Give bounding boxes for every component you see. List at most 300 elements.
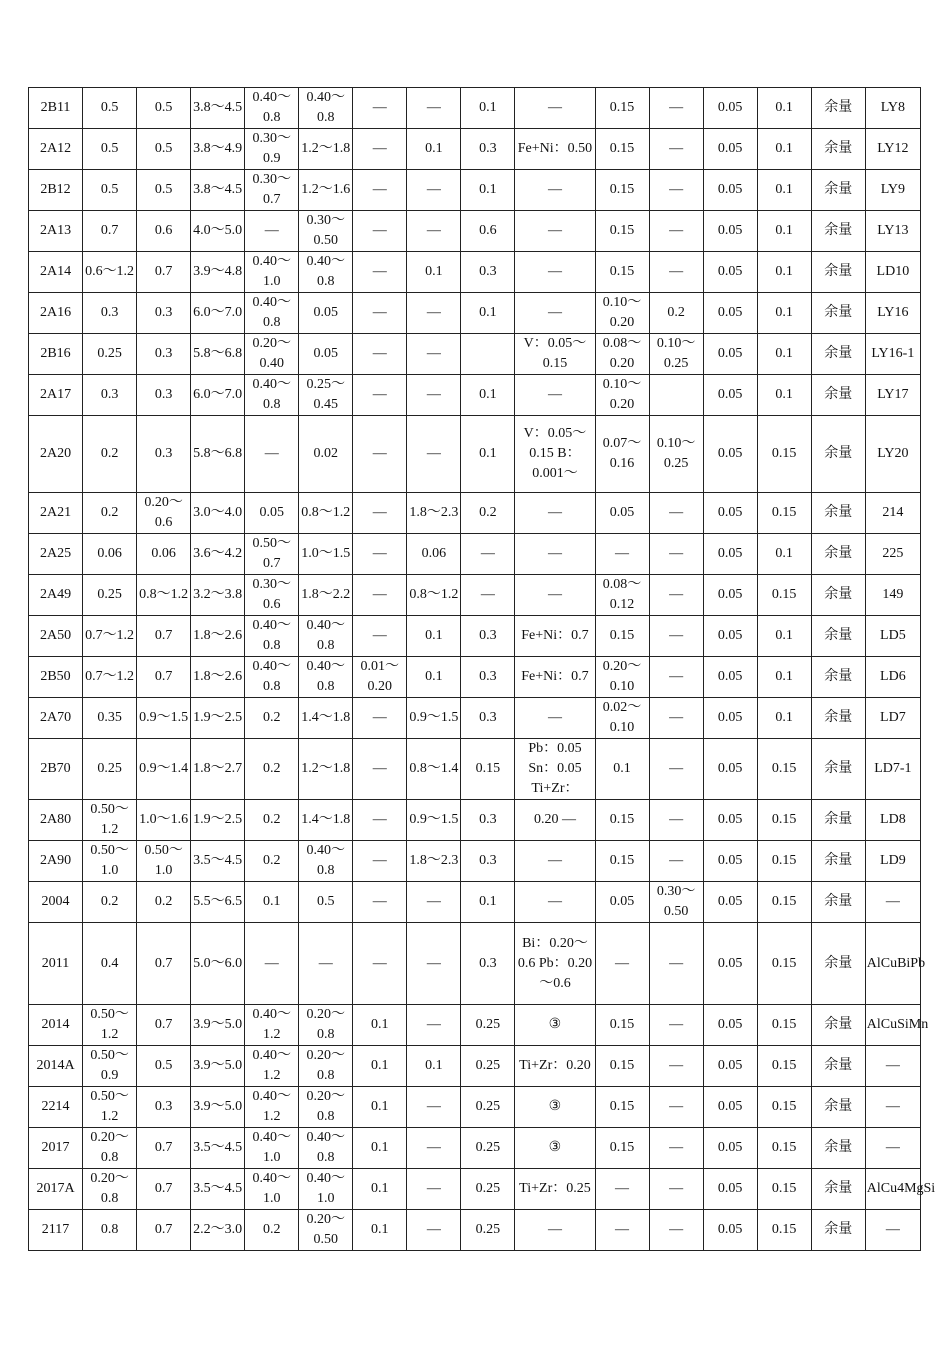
table-cell xyxy=(811,657,865,698)
cell-text: Fe+Ni：0.7 xyxy=(521,628,589,643)
cell-text: 0.15 xyxy=(609,182,635,197)
table-cell xyxy=(137,1169,191,1210)
table-cell xyxy=(461,129,515,170)
table-cell xyxy=(407,252,461,293)
table-cell xyxy=(83,1128,137,1169)
cell-text: 0.15 xyxy=(609,100,635,115)
composition-table xyxy=(28,87,936,1251)
cell-text: 0.3 xyxy=(479,264,497,279)
table-cell xyxy=(407,1087,461,1128)
table-cell xyxy=(353,1210,407,1251)
cell-text: — xyxy=(669,853,684,868)
cell-text: 0.6 xyxy=(479,223,497,238)
table-cell xyxy=(595,1087,649,1128)
table-cell xyxy=(649,575,703,616)
cell-text: 0.8～1.2 xyxy=(409,587,459,602)
table-cell xyxy=(83,841,137,882)
table-cell xyxy=(515,211,595,252)
table-cell xyxy=(137,1210,191,1251)
cell-text: — xyxy=(426,223,441,238)
cell-text: 余量 xyxy=(824,223,853,238)
cell-text: 3.8～4.5 xyxy=(193,182,243,197)
table-cell xyxy=(865,88,920,129)
cell-text: — xyxy=(372,587,387,602)
table-cell xyxy=(757,575,811,616)
table-cell xyxy=(595,698,649,739)
cell-text: 4.0～5.0 xyxy=(193,223,243,238)
table-cell xyxy=(811,334,865,375)
cell-text: 0.05 xyxy=(717,264,743,279)
table-cell xyxy=(407,1210,461,1251)
table-cell xyxy=(757,800,811,841)
table-cell xyxy=(811,534,865,575)
cell-text: 0.5 xyxy=(100,100,119,115)
cell-text: LY12 xyxy=(877,141,909,156)
cell-text: 0.1 xyxy=(479,100,497,115)
cell-text: — xyxy=(547,387,562,402)
table-cell xyxy=(757,252,811,293)
table-cell xyxy=(865,800,920,841)
cell-text: 0.1 xyxy=(371,1140,389,1155)
cell-text: 0.3 xyxy=(479,853,497,868)
table-cell xyxy=(353,534,407,575)
cell-text: 0.3 xyxy=(479,955,497,971)
table-cell xyxy=(595,252,649,293)
cell-text: 0.1 xyxy=(371,1222,389,1237)
table-cell xyxy=(703,534,757,575)
table-cell xyxy=(461,334,515,375)
cell-text: 0.1 xyxy=(425,669,443,684)
cell-text: 0.1 xyxy=(425,1058,443,1073)
cell-text: — xyxy=(547,100,562,115)
cell-text: 0.15 xyxy=(771,446,797,461)
table-cell xyxy=(649,1128,703,1169)
cell-text: — xyxy=(426,1181,441,1196)
cell-text: — xyxy=(669,628,684,643)
table-cell xyxy=(191,923,245,1005)
cell-text: 3.6～4.2 xyxy=(193,546,243,561)
table-cell xyxy=(703,334,757,375)
table-cell xyxy=(595,616,649,657)
cell-text: 0.06 xyxy=(421,546,447,561)
cell-text: 0.3 xyxy=(154,305,173,320)
cell-text: 0.02～0.10 xyxy=(602,700,642,735)
cell-text: 余量 xyxy=(824,305,853,320)
table-cell xyxy=(191,1087,245,1128)
cell-text: — xyxy=(426,100,441,115)
cell-text: — xyxy=(372,812,387,827)
cell-text: 0.3 xyxy=(479,669,497,684)
table-cell xyxy=(83,1046,137,1087)
table-cell xyxy=(353,1087,407,1128)
table-row xyxy=(29,88,921,129)
cell-text: — xyxy=(372,141,387,156)
cell-text: 0.05 xyxy=(717,853,743,868)
table-cell xyxy=(461,534,515,575)
table-cell xyxy=(353,170,407,211)
table-cell xyxy=(299,534,353,575)
table-cell xyxy=(515,1210,595,1251)
cell-text: 2.2～3.0 xyxy=(193,1222,243,1237)
cell-text: 0.3 xyxy=(479,710,497,725)
table-cell xyxy=(407,88,461,129)
table-cell xyxy=(757,1087,811,1128)
table-cell xyxy=(353,923,407,1005)
table-cell xyxy=(865,211,920,252)
cell-text: 0.40～1.2 xyxy=(252,1007,291,1042)
cell-text: 0.40～0.8 xyxy=(306,90,345,125)
cell-text: 0.40～1.2 xyxy=(252,1089,291,1124)
table-cell xyxy=(757,334,811,375)
cell-text: 2117 xyxy=(41,1222,70,1237)
table-cell xyxy=(191,1128,245,1169)
table-cell xyxy=(515,1046,595,1087)
cell-text: 0.7～1.2 xyxy=(85,628,135,643)
table-cell xyxy=(515,657,595,698)
table-cell xyxy=(83,739,137,800)
cell-text: — xyxy=(426,446,441,461)
cell-text: 余量 xyxy=(824,669,853,684)
cell-text: 3.9～5.0 xyxy=(193,1017,243,1032)
table-cell xyxy=(407,841,461,882)
cell-text: 0.25～0.45 xyxy=(306,377,345,412)
table-cell xyxy=(865,1210,920,1251)
table-cell xyxy=(245,211,299,252)
cell-text: 0.40～0.8 xyxy=(252,618,291,653)
table-cell xyxy=(299,1210,353,1251)
cell-text: 0.05 xyxy=(717,628,743,643)
table-row xyxy=(29,170,921,211)
cell-text: — xyxy=(426,1017,441,1032)
cell-text: — xyxy=(372,628,387,643)
table-cell xyxy=(407,1046,461,1087)
cell-text: 2A70 xyxy=(39,710,72,725)
table-cell xyxy=(649,534,703,575)
table-cell xyxy=(353,211,407,252)
table-cell xyxy=(595,334,649,375)
cell-text: 3.9～5.0 xyxy=(193,1099,243,1114)
table-cell xyxy=(865,375,920,416)
table-cell xyxy=(703,923,757,1005)
table-cell xyxy=(353,493,407,534)
cell-text: — xyxy=(547,710,562,725)
table-row xyxy=(29,575,921,616)
cell-text: 0.40～0.8 xyxy=(306,618,345,653)
cell-text: 0.05 xyxy=(313,346,338,361)
cell-text: — xyxy=(547,894,562,909)
table-cell xyxy=(353,416,407,493)
table-cell xyxy=(595,170,649,211)
table-cell xyxy=(515,800,595,841)
cell-text: 3.5～4.5 xyxy=(193,853,243,868)
table-cell xyxy=(353,88,407,129)
cell-text: 3.5～4.5 xyxy=(193,1140,243,1155)
cell-text: 0.1 xyxy=(371,1017,389,1032)
table-cell xyxy=(83,575,137,616)
table-cell xyxy=(137,493,191,534)
cell-text: 0.7 xyxy=(154,955,173,971)
table-cell xyxy=(245,841,299,882)
cell-text: AlCuBiPb xyxy=(866,955,926,971)
cell-text: 0.1 xyxy=(371,1181,389,1196)
table-cell xyxy=(757,88,811,129)
table-cell xyxy=(299,882,353,923)
cell-text: 0.25 xyxy=(475,1181,501,1196)
cell-text: 0.5 xyxy=(154,1058,173,1073)
table-cell xyxy=(245,739,299,800)
cell-text: 2A80 xyxy=(39,812,72,827)
table-cell xyxy=(137,657,191,698)
cell-text: 0.30～0.50 xyxy=(656,884,696,919)
cell-text: 余量 xyxy=(824,141,853,156)
table-cell xyxy=(865,1128,920,1169)
table-cell xyxy=(649,923,703,1005)
cell-text: 1.8～2.6 xyxy=(193,669,243,684)
table-cell xyxy=(865,129,920,170)
cell-text: — xyxy=(669,141,684,156)
cell-text: 0.2 xyxy=(100,505,119,520)
cell-text: 0.40～0.8 xyxy=(306,843,345,878)
cell-text: 0.15 xyxy=(609,812,635,827)
table-cell xyxy=(757,739,811,800)
table-cell xyxy=(865,923,926,1005)
table-cell xyxy=(137,252,191,293)
cell-text: 0.8～1.4 xyxy=(409,761,459,776)
table-cell xyxy=(245,416,299,493)
table-cell xyxy=(811,493,865,534)
cell-text: 2A17 xyxy=(39,387,72,402)
cell-text: 1.2～1.8 xyxy=(301,761,351,776)
cell-text: 0.20～0.8 xyxy=(90,1171,129,1206)
cell-text: 0.7 xyxy=(154,1181,173,1196)
cell-text: — xyxy=(426,387,441,402)
cell-text: 0.5 xyxy=(154,182,173,197)
cell-text: 0.9～1.5 xyxy=(409,812,459,827)
table-cell xyxy=(407,129,461,170)
table-cell xyxy=(299,1169,353,1210)
table-cell xyxy=(407,657,461,698)
table-cell xyxy=(245,252,299,293)
table-cell xyxy=(137,211,191,252)
table-cell xyxy=(137,1087,191,1128)
alloy-grade-cell xyxy=(29,334,83,375)
table-cell xyxy=(407,375,461,416)
table-cell xyxy=(595,211,649,252)
cell-text: 余量 xyxy=(824,546,853,561)
cell-text: 0.8 xyxy=(100,1222,119,1237)
table-cell xyxy=(811,211,865,252)
cell-text: 0.1 xyxy=(613,761,631,776)
table-cell xyxy=(649,211,703,252)
table-cell xyxy=(299,170,353,211)
cell-text: 0.05 xyxy=(717,1140,743,1155)
table-cell xyxy=(703,1128,757,1169)
cell-text: — xyxy=(372,346,387,361)
cell-text: 0.25 xyxy=(97,761,122,776)
cell-text: Bi：0.20～0.6 Pb：0.20～0.6 xyxy=(517,935,593,991)
cell-text: 0.40～0.8 xyxy=(306,254,345,289)
table-cell xyxy=(865,1046,920,1087)
table-cell xyxy=(137,129,191,170)
table-cell xyxy=(299,800,353,841)
cell-text: 0.1 xyxy=(775,223,793,238)
table-cell xyxy=(353,575,407,616)
table-cell xyxy=(461,841,515,882)
cell-text: 3.2～3.8 xyxy=(193,587,243,602)
cell-text: — xyxy=(318,955,333,971)
table-cell xyxy=(757,841,811,882)
cell-text: 2017 xyxy=(41,1140,70,1155)
table-cell xyxy=(353,1046,407,1087)
table-cell xyxy=(811,252,865,293)
table-cell xyxy=(83,1005,137,1046)
table-cell xyxy=(299,293,353,334)
cell-text: — xyxy=(669,1181,684,1196)
cell-text: 0.40～0.8 xyxy=(252,295,291,330)
table-cell xyxy=(757,698,811,739)
cell-text: 0.1 xyxy=(775,264,793,279)
cell-text: 0.25 xyxy=(475,1099,501,1114)
cell-text: 0.1 xyxy=(479,387,497,402)
cell-text: 2011 xyxy=(41,955,70,971)
alloy-grade-cell xyxy=(29,493,83,534)
table-cell xyxy=(245,1169,299,1210)
cell-text: 0.8～1.2 xyxy=(139,587,189,602)
cell-text: 0.1 xyxy=(262,894,281,909)
cell-text: 余量 xyxy=(824,710,853,725)
cell-text: LY20 xyxy=(877,446,909,461)
table-row xyxy=(29,739,921,800)
cell-text: 余量 xyxy=(824,446,853,461)
cell-text: 0.9～1.5 xyxy=(139,710,189,725)
table-cell xyxy=(703,698,757,739)
cell-text: — xyxy=(885,1140,900,1155)
table-cell xyxy=(595,1046,649,1087)
cell-text: 1.2～1.8 xyxy=(301,141,351,156)
table-cell xyxy=(191,575,245,616)
table-cell xyxy=(191,882,245,923)
table-cell xyxy=(137,841,191,882)
cell-text: 0.05 xyxy=(717,1058,743,1073)
cell-text: 0.30～0.6 xyxy=(252,577,291,612)
cell-text: 0.9～1.4 xyxy=(139,761,189,776)
cell-text: 0.50～1.2 xyxy=(90,1007,129,1042)
cell-text: 余量 xyxy=(824,894,853,909)
cell-text: 0.3 xyxy=(100,387,119,402)
table-cell xyxy=(461,375,515,416)
cell-text: 225 xyxy=(882,546,904,561)
cell-text: 0.15 xyxy=(771,812,797,827)
table-row xyxy=(29,657,921,698)
cell-text: 0.3 xyxy=(479,141,497,156)
cell-text: — xyxy=(669,223,684,238)
cell-text: 0.3 xyxy=(154,1099,173,1114)
cell-text: 0.5 xyxy=(100,182,119,197)
cell-text: 1.9～2.5 xyxy=(193,812,243,827)
table-cell xyxy=(461,1128,515,1169)
table-cell xyxy=(137,923,191,1005)
table-cell xyxy=(649,493,703,534)
cell-text: 0.15 xyxy=(609,1058,635,1073)
table-cell xyxy=(137,88,191,129)
cell-text: 2B70 xyxy=(40,761,71,776)
table-cell xyxy=(245,1005,299,1046)
table-cell xyxy=(515,575,595,616)
cell-text: 0.08～0.12 xyxy=(602,577,642,612)
cell-text: — xyxy=(615,1181,630,1196)
table-cell xyxy=(299,1005,353,1046)
table-row xyxy=(29,129,921,170)
table-cell xyxy=(649,293,703,334)
alloy-grade-cell xyxy=(29,88,83,129)
cell-text: 余量 xyxy=(824,1181,853,1196)
table-cell xyxy=(245,493,299,534)
cell-text: 2A13 xyxy=(39,223,72,238)
table-cell xyxy=(757,375,811,416)
table-cell xyxy=(811,923,865,1005)
cell-text: 2A49 xyxy=(39,587,72,602)
table-cell xyxy=(299,616,353,657)
cell-text: 2B11 xyxy=(40,100,71,115)
table-cell xyxy=(649,739,703,800)
table-cell xyxy=(703,129,757,170)
table-cell xyxy=(299,375,353,416)
table-cell xyxy=(757,882,811,923)
table-cell xyxy=(649,657,703,698)
cell-text: 0.7 xyxy=(154,669,173,684)
table-cell xyxy=(595,923,649,1005)
table-cell xyxy=(865,252,920,293)
cell-text: 1.9～2.5 xyxy=(193,710,243,725)
table-cell xyxy=(515,1169,595,1210)
table-cell xyxy=(137,882,191,923)
table-cell xyxy=(703,416,757,493)
table-cell xyxy=(811,616,865,657)
cell-text: 0.1 xyxy=(775,710,793,725)
cell-text: 0.05 xyxy=(717,505,743,520)
cell-text: 0.1 xyxy=(479,446,497,461)
table-cell xyxy=(595,493,649,534)
cell-text: 余量 xyxy=(824,761,853,776)
cell-text: — xyxy=(547,505,562,520)
table-cell xyxy=(595,800,649,841)
table-cell xyxy=(515,923,595,1005)
table-cell xyxy=(245,698,299,739)
cell-text: 0.2 xyxy=(262,853,281,868)
cell-text: 0.15 xyxy=(609,264,635,279)
cell-text: 0.1 xyxy=(775,305,793,320)
cell-text: 0.05 xyxy=(717,100,743,115)
table-cell xyxy=(461,616,515,657)
table-cell xyxy=(353,1128,407,1169)
cell-text: 0.20～0.10 xyxy=(602,659,642,694)
cell-text: 2014 xyxy=(41,1017,70,1032)
alloy-grade-cell xyxy=(29,534,83,575)
table-cell xyxy=(703,1169,757,1210)
cell-text: 1.2～1.6 xyxy=(301,182,351,197)
table-cell xyxy=(299,698,353,739)
table-cell xyxy=(811,1087,865,1128)
table-cell xyxy=(515,170,595,211)
cell-text: 3.9～5.0 xyxy=(193,1058,243,1073)
cell-text: 0.30～0.7 xyxy=(252,172,291,207)
table-cell xyxy=(83,170,137,211)
table-cell xyxy=(353,841,407,882)
table-cell xyxy=(865,841,920,882)
cell-text: 0.1 xyxy=(775,546,793,561)
table-cell xyxy=(865,882,920,923)
table-cell xyxy=(649,882,703,923)
